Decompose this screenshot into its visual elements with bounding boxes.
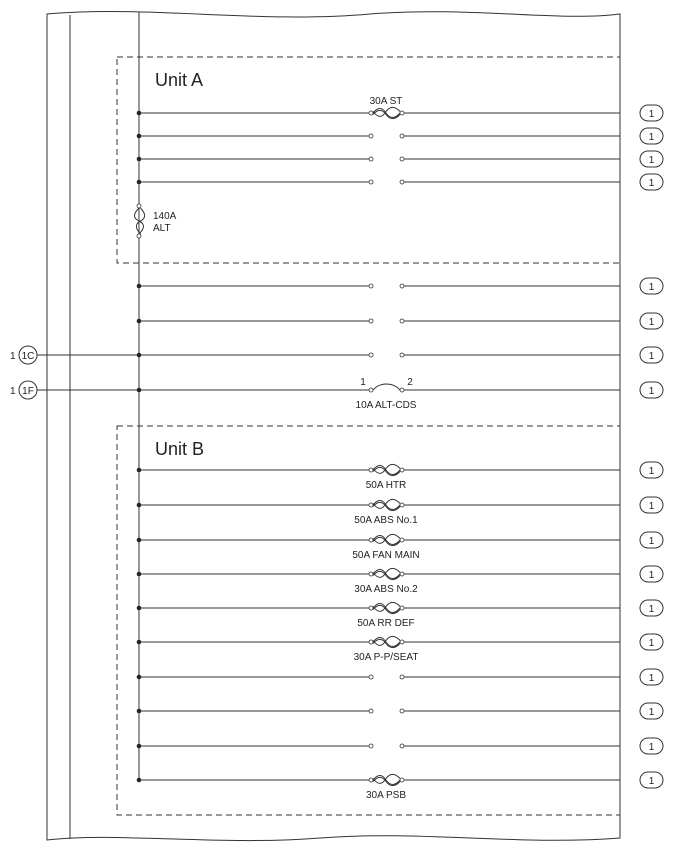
circuit-row	[137, 151, 663, 167]
circuit-row	[137, 462, 663, 491]
output-connector	[640, 600, 663, 616]
terminal	[400, 134, 404, 138]
output-connector	[640, 703, 663, 719]
circuit-row	[137, 313, 663, 329]
input-connector-1f	[10, 381, 139, 399]
output-connector-label: 1	[648, 155, 655, 166]
fuse-label: 50A FAN MAIN	[352, 550, 420, 561]
fusible-link-icon	[373, 636, 400, 647]
output-connector	[640, 105, 663, 121]
terminal	[400, 572, 404, 576]
output-connector	[640, 462, 663, 478]
terminal	[400, 353, 404, 357]
fusible-link-icon	[373, 464, 400, 475]
output-connector-label: 1	[648, 536, 655, 547]
circuit-row	[137, 382, 663, 411]
output-connector-label: 1	[648, 386, 655, 397]
output-connector	[640, 497, 663, 513]
output-connector-label: 1	[648, 466, 655, 477]
terminal	[400, 503, 404, 507]
terminal	[369, 284, 373, 288]
output-connector-label: 1	[648, 109, 655, 120]
output-connector-label: 1	[648, 282, 655, 293]
terminal	[400, 538, 404, 542]
output-connector-label: 1	[648, 776, 655, 787]
terminal	[400, 606, 404, 610]
circuit-row	[137, 96, 663, 121]
terminal	[369, 157, 373, 161]
fuse-label: 30A ABS No.2	[354, 584, 418, 595]
circuit-row	[137, 669, 663, 685]
fusible-link-icon	[373, 774, 400, 785]
fuse-label: 30A P-P/SEAT	[353, 652, 419, 663]
terminal	[369, 468, 373, 472]
circuit-row	[137, 703, 663, 719]
input-connector-1f-label: 1F	[22, 386, 34, 397]
terminal	[369, 388, 373, 392]
output-connector-label: 1	[648, 351, 655, 362]
output-connector	[640, 634, 663, 650]
terminal	[400, 709, 404, 713]
output-connector-label: 1	[648, 673, 655, 684]
circuit-rows	[137, 96, 663, 801]
circuit-row	[137, 128, 663, 144]
terminal	[369, 180, 373, 184]
circuit-row	[137, 532, 663, 561]
circuit-row	[137, 634, 663, 663]
fuse-icon	[373, 384, 400, 390]
circuit-row	[137, 738, 663, 754]
terminal	[400, 675, 404, 679]
unit-a-title: Unit A	[155, 70, 204, 90]
output-connector	[640, 772, 663, 788]
output-connector-label: 1	[648, 501, 655, 512]
terminal	[369, 744, 373, 748]
terminal	[369, 353, 373, 357]
output-connector	[640, 347, 663, 363]
fusible-link-icon	[373, 534, 400, 545]
fuse-label: 30A ST	[369, 96, 403, 107]
terminal	[369, 538, 373, 542]
terminal	[369, 709, 373, 713]
output-connector	[640, 738, 663, 754]
fusible-link-icon	[373, 107, 400, 118]
terminal	[400, 640, 404, 644]
output-connector-label: 1	[648, 317, 655, 328]
terminal	[400, 284, 404, 288]
terminal	[400, 388, 404, 392]
terminal	[400, 111, 404, 115]
output-connector	[640, 382, 663, 398]
alt-fuse-name: ALT	[153, 223, 171, 234]
unit-b-title: Unit B	[155, 439, 205, 459]
circuit-row	[137, 566, 663, 595]
fusible-link-icon	[373, 602, 400, 613]
alt-fuse-rating: 140A	[153, 211, 177, 222]
terminal	[369, 572, 373, 576]
fusible-link-icon	[373, 499, 400, 510]
input-pin-1c: 1	[10, 351, 16, 362]
output-connector-label: 1	[648, 742, 655, 753]
output-connector-label: 1	[648, 178, 655, 189]
terminal	[369, 778, 373, 782]
terminal	[369, 111, 373, 115]
terminal	[369, 640, 373, 644]
circuit-row	[137, 497, 663, 526]
circuit-row	[137, 278, 663, 294]
fuse-label: 30A PSB	[365, 790, 407, 801]
output-connector	[640, 174, 663, 190]
fuse-label: 50A ABS No.1	[354, 515, 418, 526]
output-connector	[640, 151, 663, 167]
circuit-row	[137, 174, 663, 190]
terminal	[369, 134, 373, 138]
alt-cds-pin-2: 2	[407, 377, 413, 388]
terminal	[369, 319, 373, 323]
circuit-row	[137, 772, 663, 801]
output-connector-label: 1	[648, 570, 655, 581]
terminal	[369, 675, 373, 679]
output-connector	[640, 566, 663, 582]
terminal	[369, 606, 373, 610]
terminal	[400, 468, 404, 472]
fusible-link-icon	[373, 568, 400, 579]
output-connector	[640, 128, 663, 144]
output-connector-label: 1	[648, 707, 655, 718]
input-connector-1c-label: 1C	[21, 351, 35, 362]
fuse-label: 10A ALT-CDS	[355, 400, 417, 411]
terminal	[369, 503, 373, 507]
output-connector	[640, 669, 663, 685]
output-connector	[640, 313, 663, 329]
terminal	[400, 778, 404, 782]
terminal	[400, 744, 404, 748]
output-connector-label: 1	[648, 638, 655, 649]
terminal	[400, 319, 404, 323]
output-connector-label: 1	[648, 132, 655, 143]
output-connector-label: 1	[648, 604, 655, 615]
alt-fusible-link	[135, 204, 177, 238]
terminal	[400, 157, 404, 161]
circuit-row	[137, 600, 663, 629]
circuit-row	[137, 347, 663, 363]
output-connector	[640, 278, 663, 294]
input-connector-1c	[10, 346, 139, 364]
terminal	[400, 180, 404, 184]
input-pin-1f: 1	[10, 386, 16, 397]
fuse-label: 50A HTR	[365, 480, 407, 491]
fuse-label: 50A RR DEF	[357, 618, 415, 629]
alt-cds-pin-1: 1	[360, 377, 366, 388]
output-connector	[640, 532, 663, 548]
